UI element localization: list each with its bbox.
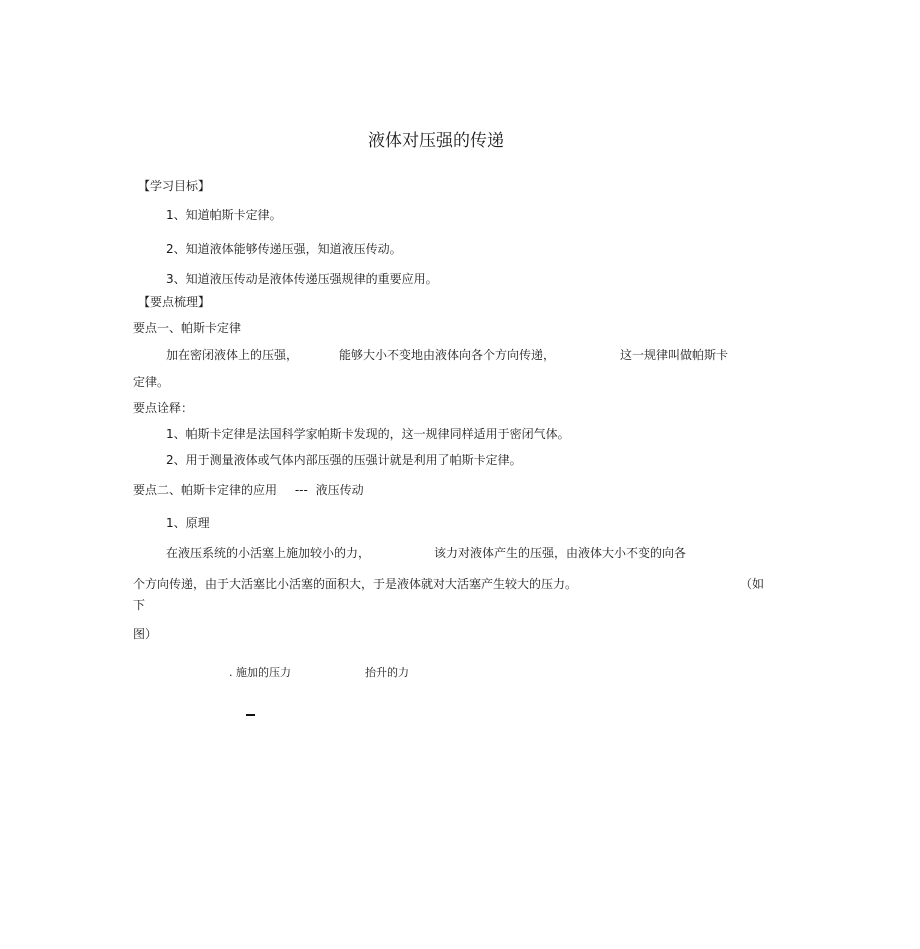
points-heading: 【要点梳理】 — [138, 295, 211, 309]
point2-text-d: （如 — [740, 577, 765, 591]
explain-heading: 要点诠释： — [133, 401, 194, 415]
point2-heading-sub: 液压传动 — [315, 483, 364, 497]
point2-text-f: 图） — [133, 627, 158, 641]
explain-item — [166, 426, 570, 442]
point2-heading-main: 要点二、帕斯卡定律的应用 — [133, 483, 278, 497]
goal-text: 、知道帕斯卡定律。 — [173, 208, 282, 222]
point2-heading — [133, 482, 364, 498]
point1-text-b: 能够大小不变地由液体向各个方向传递， — [339, 348, 556, 362]
point2-text-c: 个方向传递，由于大活塞比小活塞的面积大，于是液体就对大活塞产生较大的压力。 — [133, 577, 578, 591]
point2-text-e: 下 — [133, 598, 146, 612]
point1-text-d: 定律。 — [133, 375, 170, 389]
goal-item — [166, 241, 402, 257]
point2-text-a: 在液压系统的小活塞上施加较小的力， — [166, 546, 371, 560]
point1-text-a: 加在密闭液体上的压强， — [166, 348, 299, 362]
page-title: 液体对压强的传递 — [368, 131, 504, 151]
explain-text: 、帕斯卡定律是法国科学家帕斯卡发现的，这一规律同样适用于密闭气体。 — [173, 427, 570, 441]
explain-number: 1 — [166, 427, 174, 441]
principle-text: 、原理 — [173, 516, 210, 530]
explain-item — [166, 452, 522, 468]
goal-number: 3 — [166, 272, 174, 286]
goals-heading: 【学习目标】 — [138, 179, 211, 193]
goal-text: 、知道液压传动是液体传递压强规律的重要应用。 — [173, 272, 438, 286]
point1-text-c: 这一规律叫做帕斯卡 — [620, 348, 729, 362]
figure-mark — [246, 714, 255, 716]
explain-number: 2 — [166, 453, 174, 467]
figure-label-lifting-force: 抬升的力 — [365, 666, 409, 679]
principle-heading — [166, 515, 210, 531]
point2-heading-dash: --- — [294, 483, 308, 497]
goal-number: 2 — [166, 242, 174, 256]
goal-item — [166, 207, 282, 223]
goal-item — [166, 271, 438, 287]
principle-number: 1 — [166, 516, 174, 530]
point2-text-b: 该力对液体产生的压强，由液体大小不变的向各 — [434, 546, 687, 560]
point1-heading: 要点一、帕斯卡定律 — [133, 321, 242, 335]
figure-label-applied-force: . 施加的压力 — [229, 666, 291, 679]
goal-text: 、知道液体能够传递压强，知道液压传动。 — [173, 242, 402, 256]
explain-text: 、用于测量液体或气体内部压强的压强计就是利用了帕斯卡定律。 — [173, 453, 522, 467]
goal-number: 1 — [166, 208, 174, 222]
